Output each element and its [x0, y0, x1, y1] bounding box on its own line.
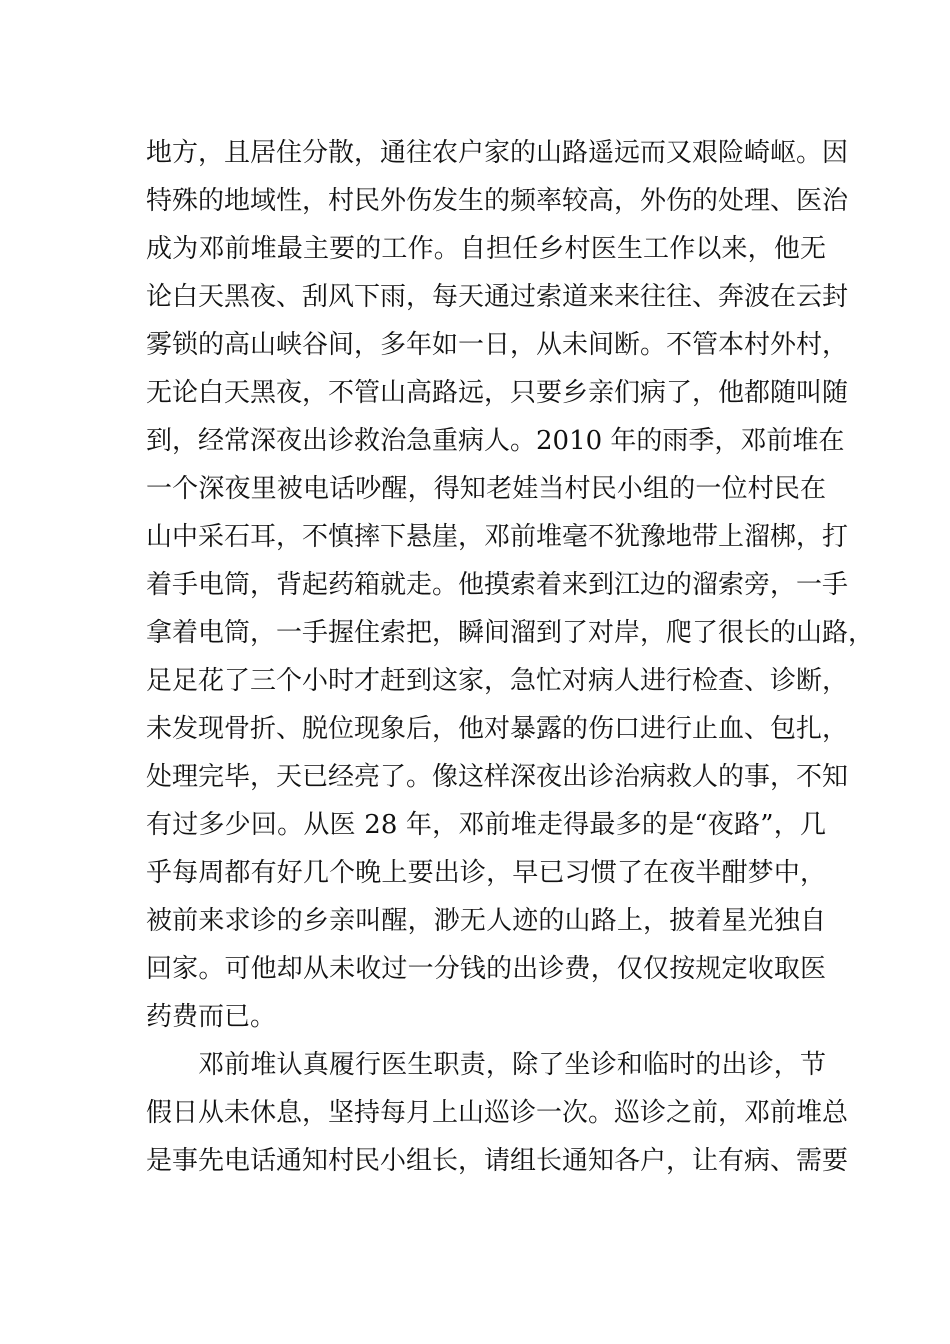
text-line: 着手电筒，背起药箱就走。他摸索着来到江边的溜索旁，一手 [146, 570, 849, 600]
text-line: 处理完毕，天已经亮了。像这样深夜出诊治病救人的事，不知 [146, 762, 849, 792]
text-line: 成为邓前堆最主要的工作。自担任乡村医生工作以来，他无 [146, 234, 826, 264]
text-line: 雾锁的高山峡谷间，多年如一日，从未间断。不管本村外村， [146, 330, 849, 360]
text-line: 回家。可他却从未收过一分钱的出诊费，仅仅按规定收取医 [146, 954, 826, 984]
text-line: 无论白天黑夜，不管山高路远，只要乡亲们病了，他都随叫随 [146, 378, 849, 408]
text-line: 到，经常深夜出诊救治急重病人。2010 年的雨季，邓前堆在 [146, 426, 845, 456]
text-line: 地方，且居住分散，通往农户家的山路遥远而又艰险崎岖。因 [146, 138, 849, 168]
text-line: 拿着电筒，一手握住索把，瞬间溜到了对岸，爬了很长的山路， [146, 618, 875, 648]
text-line: 论白天黑夜、刮风下雨，每天通过索道来来往往、奔波在云封 [146, 282, 849, 312]
text-line: 乎每周都有好几个晚上要出诊，早已习惯了在夜半酣梦中， [146, 858, 826, 888]
text-line: 被前来求诊的乡亲叫醒，渺无人迹的山路上，披着星光独自 [146, 906, 826, 936]
text-line: 有过多少回。从医 28 年，邓前堆走得最多的是“夜路”，几 [146, 810, 826, 840]
text-line: 未发现骨折、脱位现象后，他对暴露的伤口进行止血、包扎， [146, 714, 849, 744]
text-line: 假日从未休息，坚持每月上山巡诊一次。巡诊之前，邓前堆总 [146, 1098, 849, 1128]
text-line: 药费而已。 [146, 1002, 277, 1032]
text-line: 邓前堆认真履行医生职责，除了坐诊和临时的出诊，节 [198, 1050, 826, 1080]
text-line: 是事先电话通知村民小组长，请组长通知各户，让有病、需要 [146, 1146, 849, 1176]
text-line: 山中采石耳，不慎摔下悬崖，邓前堆毫不犹豫地带上溜梆，打 [146, 522, 849, 552]
text-line: 足足花了三个小时才赶到这家，急忙对病人进行检查、诊断， [146, 666, 849, 696]
text-line: 一个深夜里被电话吵醒，得知老娃当村民小组的一位村民在 [146, 474, 826, 504]
text-line: 特殊的地域性，村民外伤发生的频率较高，外伤的处理、医治 [146, 186, 849, 216]
